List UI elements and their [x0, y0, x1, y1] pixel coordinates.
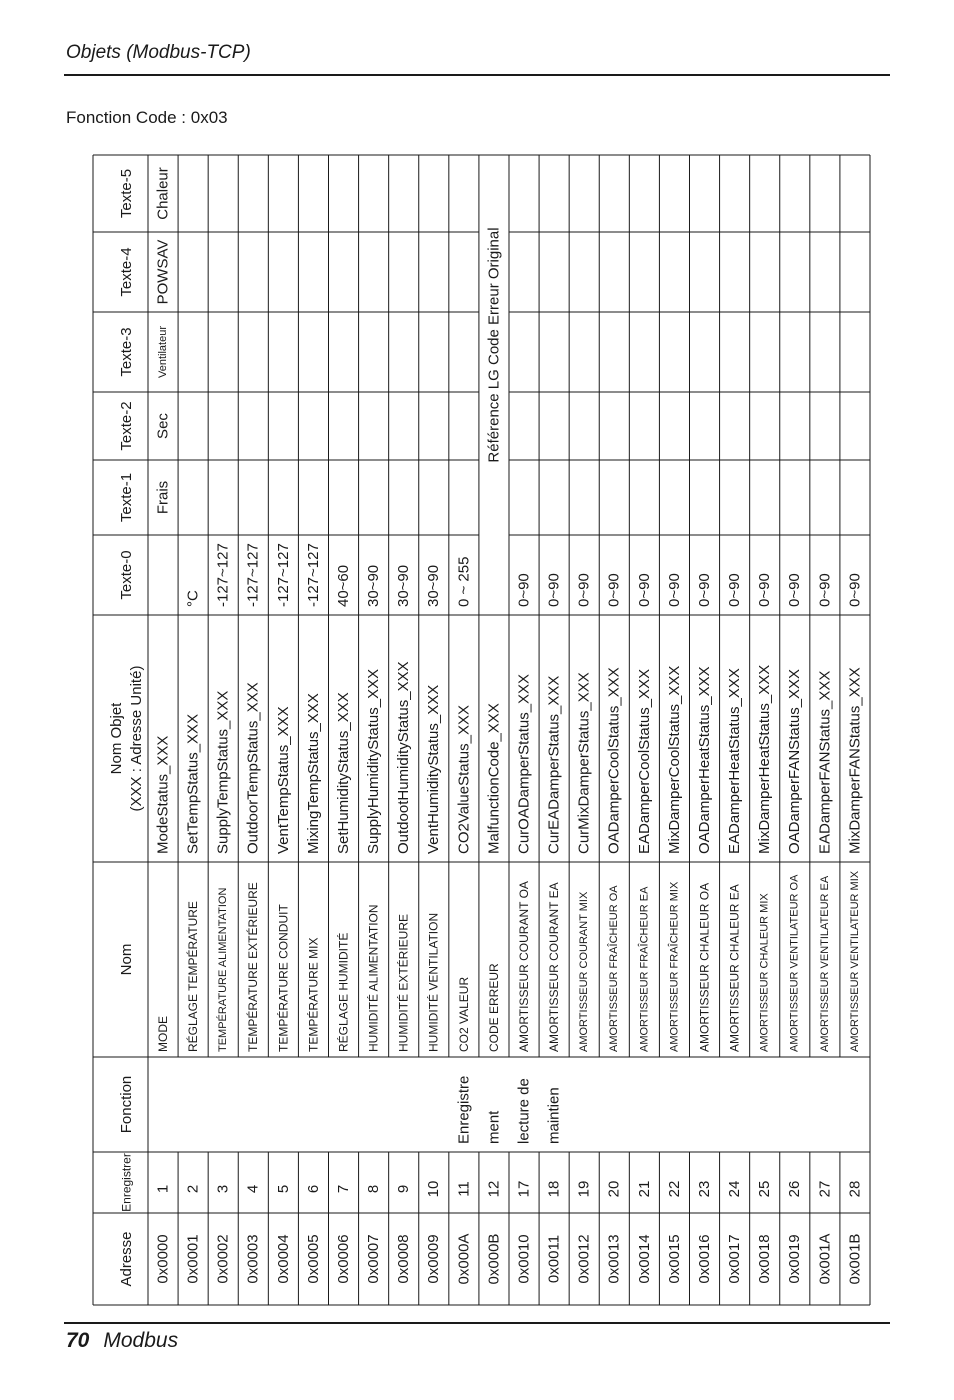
function-label-line-1: Enregistre — [455, 1075, 473, 1144]
cell-enregistrer: 24 — [726, 1180, 744, 1198]
cell-nom-objet: OutdoorTempStatus_XXX — [244, 682, 262, 854]
cell-nom: AMORTISSEUR VENTILATEUR OA — [788, 874, 801, 1052]
cell-enregistrer: 27 — [816, 1180, 834, 1198]
cell-texte-3: Ventilateur — [157, 326, 169, 378]
function-code: Fonction Code : 0x03 — [66, 108, 228, 127]
cell-nom-objet: SupplyHumidityStatus_XXX — [365, 668, 383, 854]
cell-texte-0: 0~90 — [515, 573, 533, 607]
cell-adresse: 0x0011 — [545, 1234, 563, 1284]
cell-nom: HUMIDITÉ EXTÉRIEURE — [396, 913, 411, 1052]
cell-nom: AMORTISSEUR CHALEUR OA — [697, 882, 712, 1052]
cell-enregistrer: 18 — [545, 1180, 563, 1198]
cell-texte-0: 30~90 — [395, 564, 413, 607]
cell-adresse: 0x0009 — [425, 1234, 443, 1284]
cell-adresse: 0x0001 — [184, 1234, 202, 1284]
cell-adresse: 0x0015 — [665, 1234, 683, 1284]
cell-nom: CO2 VALEUR — [456, 976, 471, 1052]
cell-enregistrer: 7 — [334, 1184, 352, 1194]
cell-nom-objet: CO2ValueStatus_XXX — [455, 705, 473, 854]
cell-adresse: 0x0008 — [395, 1234, 413, 1284]
cell-texte-1: Frais — [154, 480, 172, 515]
function-label-line-4: maintien — [545, 1087, 563, 1144]
cell-nom-objet: CurOADamperStatus_XXX — [515, 673, 533, 854]
cell-adresse: 0x0003 — [244, 1234, 262, 1284]
cell-adresse: 0x0014 — [635, 1234, 653, 1284]
cell-nom-objet: MixDamperCoolStatus_XXX — [665, 665, 683, 854]
cell-texte-0: -127~127 — [274, 543, 292, 607]
cell-adresse: 0x0018 — [756, 1234, 774, 1284]
cell-nom-objet: EADamperFANStatus_XXX — [816, 670, 834, 854]
function-label-line-2: ment — [485, 1110, 503, 1144]
cell-nom-objet: EADamperHeatStatus_XXX — [726, 668, 744, 854]
cell-texte-0: 0~90 — [786, 573, 804, 607]
column-header-adresse-unite: (XXX : Adresse Unité) — [128, 665, 145, 812]
cell-nom: AMORTISSEUR COURANT OA — [516, 881, 531, 1052]
cell-nom-objet: VentTempStatus_XXX — [274, 706, 292, 854]
cell-enregistrer: 17 — [515, 1180, 533, 1198]
cell-texte-0: 0~90 — [575, 573, 593, 607]
cell-adresse: 0x0010 — [515, 1234, 533, 1284]
cell-texte-0: 30~90 — [365, 564, 383, 607]
cell-nom-objet: VentHumidityStatus_XXX — [425, 684, 443, 854]
cell-nom-objet: EADamperCoolStatus_XXX — [635, 668, 653, 854]
cell-texte-0: 0~90 — [846, 573, 864, 607]
function-label-line-3: lecture de — [515, 1078, 533, 1144]
cell-adresse: 0x0019 — [786, 1234, 804, 1284]
cell-nom-objet: CurEADamperStatus_XXX — [545, 675, 563, 854]
cell-adresse: 0x0005 — [304, 1234, 322, 1284]
cell-nom: CODE ERREUR — [486, 963, 501, 1052]
cell-nom-objet: ModeStatus_XXX — [154, 735, 172, 854]
column-header-nom-objet: Nom Objet — [108, 702, 125, 775]
cell-nom-objet: SetTempStatus_XXX — [184, 713, 202, 854]
cell-enregistrer: 3 — [214, 1184, 232, 1194]
cell-texte-0: 0~90 — [605, 573, 623, 607]
cell-enregistrer: 2 — [184, 1184, 202, 1194]
cell-adresse: 0x0016 — [695, 1234, 713, 1284]
cell-nom: TEMPÉRATURE ALIMENTATION — [217, 887, 230, 1052]
cell-nom-objet: MixDamperFANStatus_XXX — [846, 667, 864, 854]
cell-enregistrer: 26 — [786, 1180, 804, 1198]
cell-nom: RÉGLAGE HUMIDITÉ — [336, 932, 351, 1052]
cell-enregistrer: 23 — [695, 1180, 713, 1198]
cell-texte-0: 0~90 — [816, 573, 834, 607]
cell-nom-objet: OADamperCoolStatus_XXX — [605, 667, 623, 854]
cell-nom: TEMPÉRATURE MIX — [306, 937, 321, 1052]
cell-texte-0: 40~60 — [334, 564, 352, 607]
cell-texte-0: 0~90 — [665, 573, 683, 607]
cell-enregistrer: 5 — [274, 1184, 292, 1194]
column-header-texte-0: Texte-0 — [118, 550, 135, 600]
cell-enregistrer: 6 — [304, 1184, 322, 1194]
cell-texte-0: 0~90 — [695, 573, 713, 607]
cell-nom-objet: OutdootHumidityStatus_XXX — [395, 661, 413, 854]
cell-nom-objet: CurMixDamperStatus_XXX — [575, 672, 593, 854]
cell-texte-0: 0~90 — [726, 573, 744, 607]
cell-enregistrer: 9 — [395, 1184, 413, 1194]
column-header-texte-4: Texte-4 — [118, 247, 135, 297]
cell-texte-0: 0~90 — [545, 573, 563, 607]
header-rule — [64, 74, 890, 76]
cell-texte-0: °C — [184, 590, 202, 607]
cell-texte-0: -127~127 — [244, 543, 262, 607]
cell-texte-5: Chaleur — [154, 167, 172, 220]
cell-adresse: 0x000B — [485, 1233, 503, 1285]
cell-adresse: 0x0002 — [214, 1234, 232, 1284]
cell-nom: HUMIDITÉ ALIMENTATION — [366, 904, 381, 1052]
cell-nom-objet: SupplyTempStatus_XXX — [214, 690, 232, 854]
cell-enregistrer: 4 — [244, 1184, 262, 1194]
cell-nom: AMORTISSEUR VENTILATEUR EA — [818, 875, 831, 1052]
cell-nom-objet: MixDamperHeatStatus_XXX — [756, 664, 774, 854]
cell-nom-objet: MalfunctionCode_XXX — [485, 703, 503, 854]
cell-adresse: 0x0012 — [575, 1234, 593, 1284]
cell-nom: AMORTISSEUR VENTILATEUR MIX — [848, 870, 861, 1052]
footer-section: Modbus — [103, 1329, 179, 1352]
column-header-texte-1: Texte-1 — [118, 472, 135, 523]
footer — [66, 1329, 178, 1353]
error-reference: Référence LG Code Erreur Original — [485, 227, 503, 463]
cell-enregistrer: 19 — [575, 1180, 593, 1198]
cell-texte-2: Sec — [154, 413, 172, 439]
cell-texte-0: 0~90 — [635, 573, 653, 607]
cell-nom: TEMPÉRATURE CONDUIT — [276, 904, 291, 1052]
cell-adresse: 0x0013 — [605, 1234, 623, 1284]
cell-nom: AMORTISSEUR CHALEUR MIX — [758, 893, 771, 1052]
cell-nom: RÉGLAGE TEMPÉRATURE — [186, 901, 201, 1052]
cell-nom: AMORTISSEUR COURANT EA — [547, 882, 562, 1052]
cell-enregistrer: 28 — [846, 1180, 864, 1198]
cell-enregistrer: 20 — [605, 1180, 623, 1198]
cell-texte-0: -127~127 — [214, 543, 232, 607]
cell-nom: AMORTISSEUR FRAÎCHEUR EA — [638, 886, 651, 1052]
cell-nom: AMORTISSEUR COURANT MIX — [578, 891, 591, 1052]
column-header-texte-2: Texte-2 — [118, 401, 135, 451]
cell-nom: MODE — [156, 1016, 170, 1052]
cell-adresse: 0x0017 — [726, 1234, 744, 1284]
cell-adresse: 0x0004 — [274, 1234, 292, 1284]
cell-enregistrer: 25 — [756, 1180, 774, 1198]
cell-nom-objet: OADamperFANStatus_XXX — [786, 668, 804, 854]
cell-enregistrer: 10 — [425, 1180, 443, 1198]
cell-adresse: 0x0006 — [334, 1234, 352, 1284]
cell-nom: TEMPÉRATURE EXTÉRIEURE — [246, 882, 261, 1052]
cell-adresse: 0x000A — [455, 1233, 473, 1285]
cell-adresse: 0x001B — [846, 1233, 864, 1285]
cell-nom: AMORTISSEUR CHALEUR EA — [727, 884, 742, 1052]
column-header-adresse: Adresse — [118, 1231, 135, 1287]
page-number: 70 — [66, 1329, 90, 1352]
cell-nom-objet: SetHumidityStatus_XXX — [334, 692, 352, 854]
header-title: Objets (Modbus-TCP) — [66, 42, 251, 63]
cell-texte-0: -127~127 — [304, 543, 322, 607]
cell-adresse: 0x0000 — [154, 1234, 172, 1284]
cell-texte-0: 30~90 — [425, 564, 443, 607]
column-header-nom: Nom — [118, 943, 135, 976]
column-header-enregistrer: Enregistrer — [119, 1153, 134, 1212]
cell-texte-0: 0~90 — [756, 573, 774, 607]
cell-enregistrer: 8 — [365, 1184, 383, 1194]
cell-nom: HUMIDITÉ VENTILATION — [426, 912, 441, 1052]
cell-nom-objet: OADamperHeatStatus_XXX — [695, 666, 713, 854]
cell-enregistrer: 11 — [455, 1181, 473, 1197]
cell-enregistrer: 12 — [485, 1180, 503, 1198]
cell-enregistrer: 22 — [665, 1180, 683, 1198]
cell-adresse: 0x001A — [816, 1233, 834, 1285]
cell-enregistrer: 21 — [635, 1180, 653, 1198]
cell-nom: AMORTISSEUR FRAÎCHEUR OA — [608, 885, 621, 1052]
column-header-texte-3: Texte-3 — [118, 327, 135, 377]
cell-enregistrer: 1 — [154, 1184, 172, 1194]
cell-texte-4: POWSAV — [154, 239, 172, 305]
column-header-fonction: Fonction — [118, 1075, 135, 1134]
column-header-texte-5: Texte-5 — [118, 168, 135, 219]
cell-nom-objet: MixingTempStatus_XXX — [304, 693, 322, 854]
cell-nom: AMORTISSEUR FRAÎCHEUR MIX — [668, 881, 681, 1052]
cell-texte-0: 0 ~ 255 — [455, 556, 473, 607]
footer-rule — [64, 1322, 890, 1324]
cell-adresse: 0x0007 — [365, 1234, 383, 1284]
